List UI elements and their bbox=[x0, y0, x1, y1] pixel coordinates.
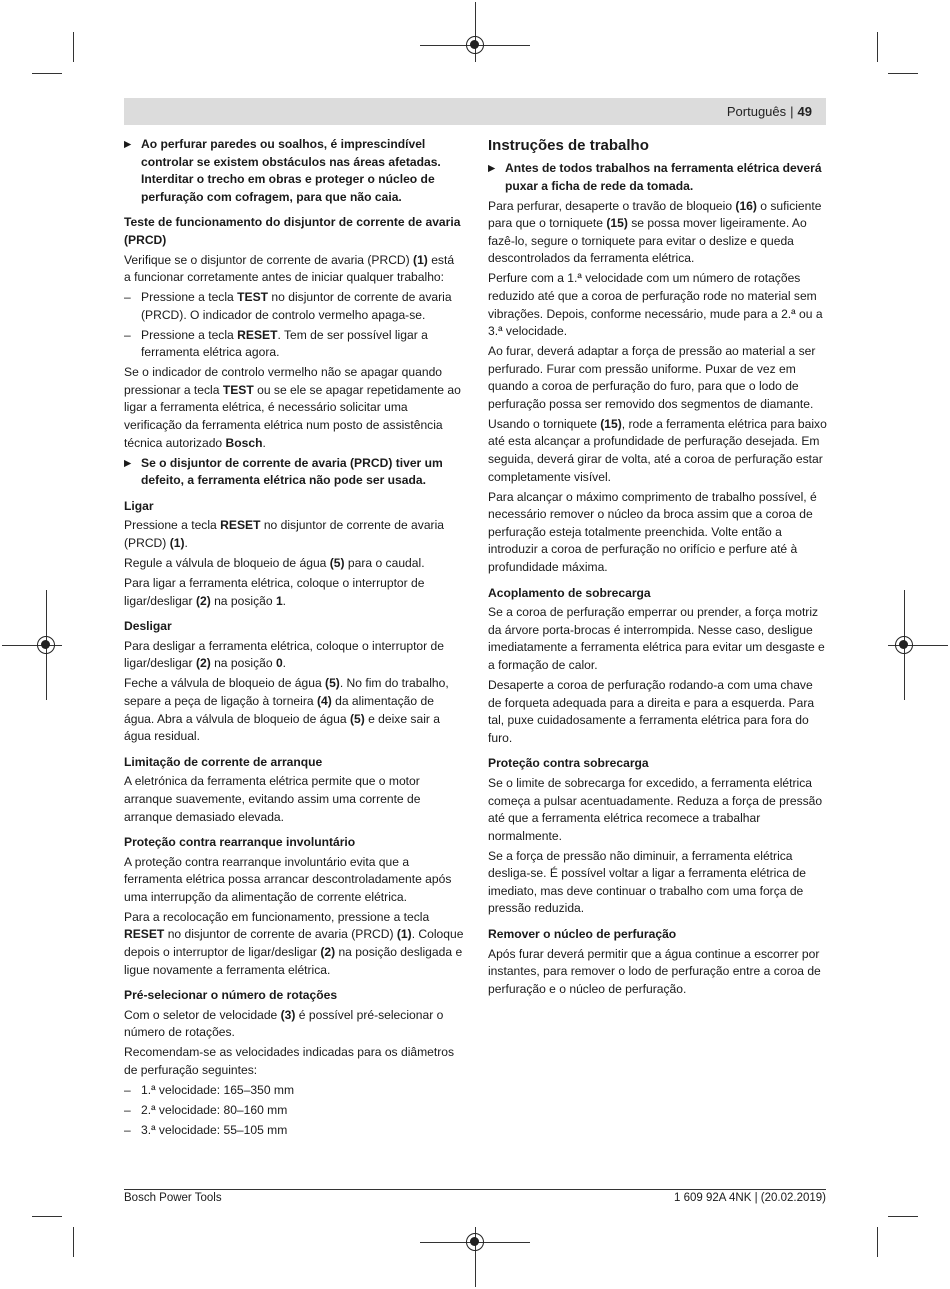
header-text bbox=[727, 104, 812, 119]
paragraph: Desaperte a coroa de perfuração rodando-a com uma chave de forqueta adequada para a direita e para a esquerda. Para tal, puxe cuidadosamente a ferramenta elétrica para fora do furo. bbox=[488, 677, 815, 745]
paragraph: Para ligar a ferramenta elétrica, coloque o interruptor de ligar/desligar (2) na posição 1. bbox=[124, 576, 425, 608]
list-item: – Pressione a tecla RESET. Tem de ser possível ligar a ferramenta elétrica agora. bbox=[124, 327, 464, 362]
left-column bbox=[124, 136, 464, 1142]
paragraph: Para a recolocação em funcionamento, pressione a tecla RESET no disjuntor de corrente de avaria (PRCD) (1). Coloque depois o interruptor de ligar/desligar (2) na posição desligada e ligue novamente a ferramenta elétrica. bbox=[124, 909, 464, 977]
crop-mark bbox=[32, 1216, 62, 1217]
header-language: Português bbox=[726, 104, 787, 119]
page-number: 49 bbox=[797, 104, 812, 119]
paragraph: Para perfurar, desaperte o travão de bloqueio (16) o suficiente para que o torniquete (15) se possa mover ligeiramente. Ao fazê-lo, segure o torniquete para evitar o deslize e queda descontrolados da ferramenta elétrica. bbox=[488, 198, 822, 266]
paragraph: Se o indicador de controlo vermelho não se apagar quando pressionar a tecla TEST ou se ele se apagar repetidamente ao ligar a ferramenta elétrica, é necessário solicitar uma verificação da ferramenta elétrica num posto de assistência técnica autorizado Bosch. bbox=[124, 365, 461, 450]
registration-mark-icon bbox=[466, 36, 484, 54]
section-heading: Desligar bbox=[124, 619, 172, 634]
crop-mark bbox=[877, 32, 878, 62]
page-header bbox=[124, 98, 826, 125]
paragraph: Feche a válvula de bloqueio de água (5). No fim do trabalho, separe a peça de ligação à torneira (4) da alimentação de água. Abra a válvula de bloqueio de água (5) e deixe sair a água residual. bbox=[124, 676, 449, 744]
paragraph: Verifique se o disjuntor de corrente de avaria (PRCD) (1) está a funcionar corretamente antes de iniciar qualquer trabalho: bbox=[124, 252, 455, 285]
footer-brand: Bosch Power Tools bbox=[124, 1192, 222, 1204]
warning-item: ▶ Ao perfurar paredes ou soalhos, é imprescindível controlar se existem obstáculos nas áreas afetadas. Interditar o trecho em obras e proteger o núcleo de perfuração com cofragem, para que não caia. bbox=[124, 136, 464, 206]
paragraph: Perfure com a 1.ª velocidade com um número de rotações reduzido até que a coroa de perfuração rode no material sem vibrações. Depois, conforme necessário, mude para a 2.ª ou a 3.ª velocidade. bbox=[488, 271, 823, 339]
crop-mark bbox=[888, 1216, 918, 1217]
speed-item: – 3.ª velocidade: 55–105 mm bbox=[124, 1122, 464, 1140]
header-separator: | bbox=[790, 104, 794, 119]
paragraph: A eletrónica da ferramenta elétrica permite que o motor arranque suavemente, evitando assim uma corrente de arranque demasiado elevada. bbox=[124, 774, 421, 824]
section-heading: Proteção contra rearranque involuntário bbox=[124, 835, 356, 850]
paragraph: Para desligar a ferramenta elétrica, coloque o interruptor de ligar/desligar (2) na posição 0. bbox=[124, 638, 444, 671]
paragraph: A proteção contra rearranque involuntário evita que a ferramenta elétrica possa arrancar descontroladamente após uma interrupção da alimentação de corrente elétrica. bbox=[124, 854, 452, 904]
paragraph: Pressione a tecla RESET no disjuntor de corrente de avaria (PRCD) (1). bbox=[124, 518, 445, 551]
paragraph: Com o seletor de velocidade (3) é possível pré-selecionar o número de rotações. bbox=[124, 1007, 444, 1040]
crop-mark bbox=[888, 73, 918, 74]
crop-mark bbox=[73, 1227, 74, 1257]
footer-doc-id: 1 609 92A 4NK | (20.02.2019) bbox=[674, 1192, 826, 1204]
paragraph: Se a força de pressão não diminuir, a ferramenta elétrica desliga-se. É possível voltar a ligar a ferramenta elétrica de imediato, mas deve continuar o trabalho com uma força de pressão reduzida. bbox=[488, 848, 806, 916]
registration-mark-icon bbox=[466, 1233, 484, 1251]
paragraph: Após furar deverá permitir que a água continue a escorrer por instantes, para remover o lodo de perfuração entre a coroa de perfuração e o núcleo de perfuração. bbox=[488, 946, 821, 996]
section-heading: Remover o núcleo de perfuração bbox=[488, 927, 677, 942]
warning-item: ▶ Se o disjuntor de corrente de avaria (PRCD) tiver um defeito, a ferramenta elétrica não pode ser usada. bbox=[124, 455, 464, 490]
footer-divider bbox=[124, 1189, 826, 1190]
right-column bbox=[488, 136, 828, 1001]
registration-mark-icon bbox=[895, 636, 913, 654]
crop-mark bbox=[32, 73, 62, 74]
paragraph: Ao furar, deverá adaptar a força de pressão ao material a ser perfurado. Furar com pressão uniforme. Puxar de vez em quando a coroa de perfuração do furo, para que o lodo de perfuração possa ser removido dos segmentos de diamante. bbox=[488, 344, 816, 411]
paragraph: Para alcançar o máximo comprimento de trabalho possível, é necessário remover o núcleo da broca assim que a coroa de perfuração esteja totalmente preenchida. Volte então a introduzir a coroa de perfuração no orifício e perfure até à profundidade máxima. bbox=[488, 489, 817, 575]
paragraph: Se o limite de sobrecarga for excedido, a ferramenta elétrica começa a pulsar acentuadamente. Reduza a força de pressão até que a ferramenta elétrica recomece a trabalhar normalmente. bbox=[488, 775, 823, 843]
crop-mark bbox=[73, 32, 74, 62]
chapter-heading: Instruções de trabalho bbox=[488, 137, 649, 154]
paragraph: Se a coroa de perfuração emperrar ou prender, a força motriz da árvore porta-brocas é interrompida. Nesse caso, desligue imediatamente a ferramenta elétrica para evitar um desgaste e a formação de calor. bbox=[488, 605, 825, 672]
section-heading: Ligar bbox=[124, 498, 154, 513]
registration-mark-icon bbox=[37, 636, 55, 654]
paragraph: Recomendam-se as velocidades indicadas para os diâmetros de perfuração seguintes: bbox=[124, 1045, 455, 1078]
crop-mark bbox=[877, 1227, 878, 1257]
speed-item: – 1.ª velocidade: 165–350 mm bbox=[124, 1082, 464, 1100]
paragraph: Regule a válvula de bloqueio de água (5) para o caudal. bbox=[124, 556, 425, 571]
section-heading: Limitação de corrente de arranque bbox=[124, 754, 323, 769]
paragraph: Usando o torniquete (15), rode a ferramenta elétrica para baixo até esta alcançar a profundidade de perfuração desejada. Em seguida, deverá girar de volta, até a coroa de perfuração estar completamente visível. bbox=[488, 416, 827, 484]
section-heading: Pré-selecionar o número de rotações bbox=[124, 988, 338, 1003]
warning-item: ▶ Antes de todos trabalhos na ferramenta elétrica deverá puxar a ficha de rede da tomada. bbox=[488, 160, 828, 195]
list-item: – Pressione a tecla TEST no disjuntor de corrente de avaria (PRCD). O indicador de controlo vermelho apaga-se. bbox=[124, 289, 464, 324]
section-heading: Proteção contra sobrecarga bbox=[488, 756, 649, 771]
section-heading: Teste de funcionamento do disjuntor de corrente de avaria (PRCD) bbox=[124, 215, 461, 247]
section-heading: Acoplamento de sobrecarga bbox=[488, 585, 651, 600]
speed-item: – 2.ª velocidade: 80–160 mm bbox=[124, 1102, 464, 1120]
